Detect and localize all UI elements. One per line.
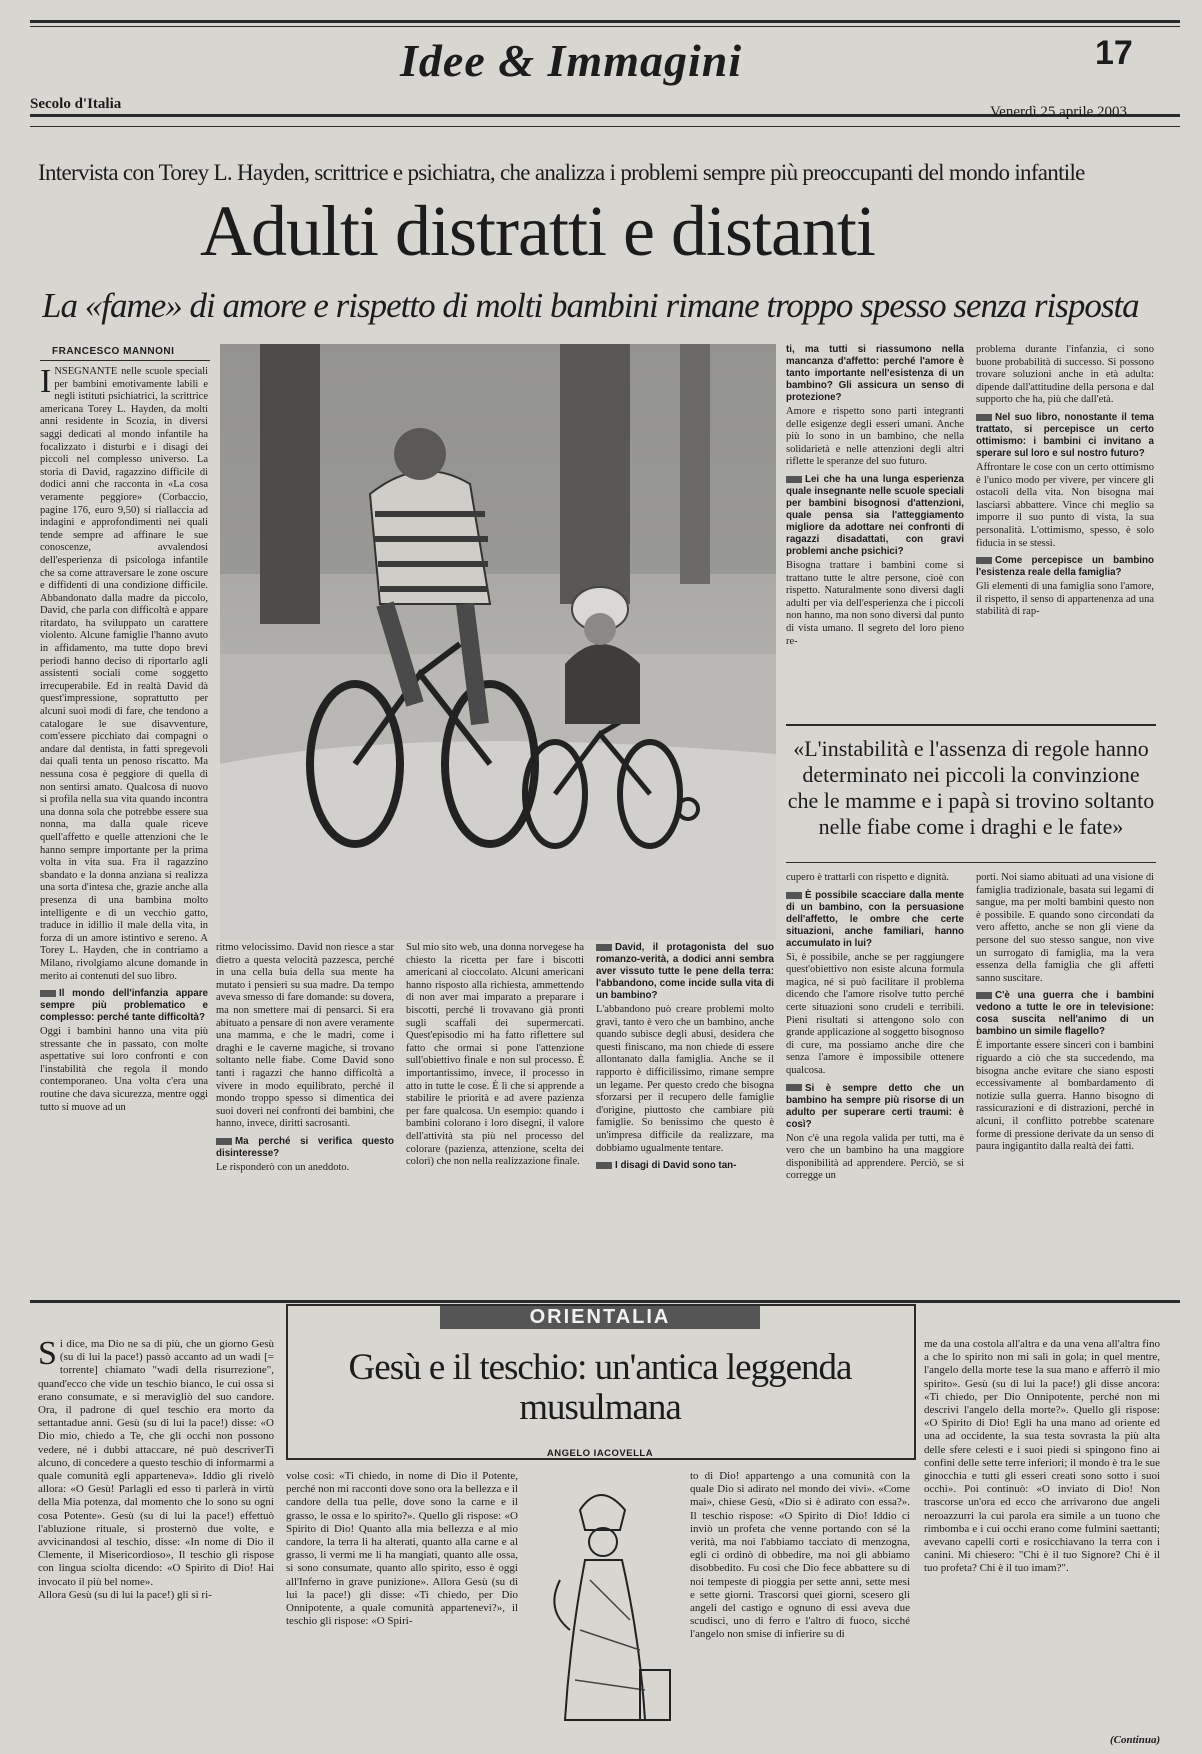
pull-quote: «L'instabilità e l'assenza di regole hanno determinato nei piccoli la convinzione che le mamme e i papà si trovino soltanto nelle fiabe come i draghi e le fate» xyxy=(787,736,1155,839)
interview-question: Lei che ha una lunga esperienza quale insegnante nelle scuole speciali per bambini bisognosi d'attenzioni, quale pensa sia l'atteggiamento migliore da adottare nei confronti di ragazzi disadattati, con gravi problemi anche psichici? xyxy=(786,473,964,557)
interview-answer: È importante essere sinceri con i bambini riguardo a ciò che sta succedendo, ma bisogna anche evitare che siano esposti eccessivamente al bombardamento di notizie sulla guerra. Hanno bisogno di rassicurazioni e di distrazioni, perché in alcuni, il conflitto potrebbe scatenare forme di pressione derivate da un senso di paura ingigantito dalla realtà dei fatti. xyxy=(976,1040,1154,1153)
interview-question: C'è una guerra che i bambini vedono a tutte le ore in televisione: cosa suscita nell'animo di un bambino un simile flagello? xyxy=(976,990,1154,1038)
article-column-4 xyxy=(596,942,774,1272)
article-column-5-top xyxy=(786,344,964,716)
interview-answer: Oggi i bambini hanno una vita più stressante che in passato, con molte aspettative sui loro confronti e con l'instabilità che regola il mondo contemporaneo. Una volta c'era una routine che dava sicurezza, mentre oggi tutto si muove ad un xyxy=(40,1026,208,1113)
masthead-rule-thin xyxy=(30,126,1180,127)
article-column-2 xyxy=(216,942,394,1272)
orientalia-label: ORIENTALIA xyxy=(440,1306,760,1329)
article-headline: Adulti distratti e distanti xyxy=(200,191,875,271)
article-column-3 xyxy=(406,942,584,1272)
interview-question: È possibile scacciare dalla mente di un bambino, con la persuasione dell'affetto, le ombre che certe situazioni, anche familiari, hanno accumulato in lui? xyxy=(786,889,964,949)
pullquote-rule-top xyxy=(786,724,1156,726)
article-text: Sul mio sito web, una donna norvegese ha chiesto la ricetta per fare i biscotti americani al cioccolato. Alcuni americani hanno risposto alla richiesta, ammettendo di non aver mai imparato a preparare i biscotti, perché li trovavano già pronti sugli scaffali dei supermercati. Quest'episodio mi ha fatto riflettere sul fatto che ormai si pone l'attenzione sull'obiettivo finale e non sul processo. È importantissimo, invece, il processo in atto in tutte le cose. È lì che si apprende a stabilire le priorità e ad avere pazienza per fare qualcosa. Un esempio: quando i bambini colorano i loro disegni, il valore dell'attività sta più nel processo del colorare (pazienza, attenzione, scelta dei colori) che non nella realizzazione finale. xyxy=(406,942,584,1168)
orientalia-column-4: me da una costola all'altra e da una vena all'altra fino a che lo spirito non mi salì in gola; in quel mentre, l'angelo della morte tese la sua mano e afferrò il mio spirito». Gesù (su di lui la pace!) gli disse ancora: «Ti chiedo, per Dio Onnipotente, perché non mi descrivi l'angelo della morte?». Quello gli rispose: «O Spirito di Dio! Egli ha una mano ad oriente ed una ad occidente, la sua testa sovrasta la più alta delle sfere celesti e i suoi piedi si spingono fino ai confini delle sette terre inferiori; il mondo è tra le sue ginocchia e tutti gli esseri creati sono sotto i suoi occhi». Poi continuò: «O inviato di Dio! Non trascorse un'ora ed ecco che arrivarono due angeli neroazzurri la cui parola era simile a un tuono che rimbomba e i cui occhi erano come fulmini saettanti; avevano capelli corti e rosicchiavano la terra con i canini. Mi chiesero: "Chi è il tuo Signore? Chi è il tuo profeta? Chi è il tuo imam?". xyxy=(924,1338,1160,1575)
orientalia-byline: ANGELO IACOVELLA xyxy=(546,1448,654,1459)
article-column-5-bottom xyxy=(786,872,964,1272)
interview-question: Nel suo libro, nonostante il tema trattato, si percepisce un certo ottimismo: i bambini ci invitano a sperare sul loro e sul nostro futuro? xyxy=(976,411,1154,459)
interview-answer: Affrontare le cose con un certo ottimismo è l'unico modo per vivere, per vincere gli ostacoli della vita. Non bisogna mai lasciarsi abbattere. Vince chi meglio sa imporre il suo punto di vista, la sua personalità. L'ottimismo, spesso, è solo fiducia in se stessi. xyxy=(976,461,1154,549)
byline-rule xyxy=(40,360,210,361)
article-overline: Intervista con Torey L. Hayden, scrittrice e psichiatra, che analizza i problemi sempre più preoccupanti del mondo infantile xyxy=(38,160,1085,185)
article-text: ritmo velocissimo. David non riesce a star dietro a questa velocità pazzesca, perché in una cella buia della sua mente ha mutato i pensieri su sua madre. Da tempo aveva smesso di fare domande: su dovera, ma non smettere mai di pensarci. Si era abituato a pensare di non avere veramente una mamma, e che le madri, come i draghi e le caverne magiche, si trovano soltanto nelle fiabe. Come David sono tanti i ragazzi che hanno difficoltà a vivere in modo equilibrato, perché il mondo troppo spesso si dimentica dei suoi doveri nei confronti dei bambini, che hanno, invece, diritti sacrosanti. xyxy=(216,942,394,1130)
top-rule xyxy=(30,20,1180,23)
interview-answer: Le risponderò con un aneddoto. xyxy=(216,1161,350,1173)
publication-name: Secolo d'Italia xyxy=(30,96,122,112)
interview-answer: Sì, è possibile, anche se per raggiungere quest'obiettivo non esiste alcuna formula magica, né si può facilitare il problema dicendo che l'amore risolve tutto perché certe situazioni sono crudeli e terribili. Pieni risultati si attengono solo con grande applicazione al soggetto bisognoso di cure, ma possiamo anche dire che senza l'amore è impossibile ottenere qualcosa. xyxy=(786,951,964,1076)
drop-cap: I xyxy=(40,366,52,400)
interview-answer: L'abbandono può creare problemi molto gravi, tanto è vero che un bambino, anche quando subisce degli abusi, desidera che questi finiscano, ma non chiede di essere allontanato dalla famiglia. Anche se il rapporto è difficilissimo, rimane sempre un legame. Per questo credo che bisogna sforzarsi per il recupero delle famiglie d'origine, piuttosto che cambiare più famiglie. So benissimo che questo è un'impresa difficile da realizzare, ma dobbiamo ugualmente tentare. xyxy=(596,1004,774,1154)
interview-question: I disagi di David sono tan- xyxy=(596,1160,774,1172)
orientalia-title: Gesù e il teschio: un'antica leggenda musulmana xyxy=(348,1347,852,1428)
interview-question: Come percepisce un bambino l'esistenza reale della famiglia? xyxy=(976,555,1154,579)
interview-question-continued: ti, ma tutti si riassumono nella mancanza d'affetto: perché l'amore è tanto importante nell'esistenza di un bambino? Gli assicura un senso di protezione? xyxy=(786,344,964,403)
sage-illustration xyxy=(530,1480,680,1740)
interview-answer: cupero è trattarli con rispetto e dignità. xyxy=(786,872,949,883)
section-title: Idee & Immagini xyxy=(400,35,743,86)
interview-question: David, il protagonista del suo romanzo-verità, a dodici anni sembra aver vissuto tutte le pene della terra: l'abbandono, come incide sulla vita di un bambino? xyxy=(596,942,774,1001)
orientalia-column-2: volse così: «Ti chiedo, in nome di Dio il Potente, perché non mi racconti dove sono ora la bellezza e il candore della tua pelle, dove sono la carne e il grasso, le ossa e lo spirito?». Quello gli rispose: «O Spirito di Dio! Quanto alla mia bellezza e al mio candore, la terra li ha alterati, quanto alla carne e al grasso, li vermi me li ha mangiati, quanto alle ossa, si sono consumate, quanto allo spirito, esso è oggi all'Inferno in grave punizione». Allora Gesù (su di lui la pace!) gli disse: «Ti chiedo, per Dio Onnipotente, a quale comunità appartenevi?», il teschio gli rispose: «O Spiri- xyxy=(286,1470,518,1628)
orientalia-col1-end: Allora Gesù (su di lui la pace!) gli si ri- xyxy=(38,1588,212,1601)
interview-question: Ma perché si verifica questo disinteresse? xyxy=(216,1135,394,1159)
interview-answer: Bisogna trattare i bambini come si trattano tutte le altre persone, cioè con rispetto. Naturalmente sono diversi dagli adulti per via dell'esperienza che i piccoli non hanno, ma non sono diversi dal punto di vista umano. Il segreto del loro pieno re- xyxy=(786,559,964,647)
pullquote-rule-bottom xyxy=(786,862,1156,863)
orientalia-column-1: Si dice, ma Dio ne sa di più, che un giorno Gesù (su di lui la pace!) passò accanto ad un wadi [= torrente] chiamato "wadi della risurrezione", quand'ecco che vide un teschio bianco, le cui ossa si erano consumate, e si meravigliò del suo candore. Ora, il padrone di quel teschio era morto da settantadue anni. Gesù (su di lui la pace!) disse: «O Dio mio, chiedo a Te, che gli occhi non possono vedere, né i dubbi attaccare, né può descriverTi alcuno, di concedere a questo teschio di informarmi a quale comunità egli apparteneva». Iddio gli rivelò allora: «O Gesù! Parlagli ed esso ti parlerà in virtù della Mia potenza, dal momento che lo sono su ogni cosa Potente». Gesù (su di lui la pace!) effettuò l'abluzione rituale, si prosternò due volte, e avvicinandosi al teschio, disse: «In nome di Dio il Clemente, il Misericordioso», Il teschio gli rispose con lingua sciolta dicendo: «O Spirito di Dio! Hai invocato il più bel nome». Allora Gesù (su di lui la pace!) gli si ri- xyxy=(38,1338,274,1601)
orientalia-column-3: to di Dio! appartengo a una comunità con la quale Dio si adirato nel mondo dei vivi». «Come mai», chiese Gesù, «Dio si è adirato con essa?». Il teschio rispose: «O Spirito di Dio! Iddio ci inviò un profeta che venne portando con sé la verità, ma noi l'abbiamo tacciato di menzogna, egli ci ordinò di obbedire, ma noi gli abbiamo disobbedito. Fu così che Dio fece abbattere su di noi tempeste di pioggia per sette anni, sette mesi e sette giorni. Trascorsi quei giorni, scesero gli angeli del castigo e ognuno di essi aveva due scudisci, uno di ferro e l'altro di fuoco, sicché l'angelo non smise di infierire su di xyxy=(690,1470,910,1641)
article-intro: NSEGNANTE nelle scuole speciali per bambini emotivamente labili e negli istituti psichiatrici, la scrittrice americana Torey L. Hayden, da molti anni residente in Scozia, in diversi saggi dedicati al mondo infantile ha focalizzato i disturbi e i disagi dei piccoli nel complesso universo. La storia di David, ragazzino difficile di dodici anni che racconta in «La cosa veramente peggiore» (Corbaccio, pagine 176, euro 9,50) si riallaccia ad indagini e approfondimenti nei quali tende sempre ad affinare le sue conoscenze, avvalendosi dell'esperienza di psicologa infantile che sa come attraversare le zone oscure e diffidenti di una condizione difficile. Abbandonato dalla madre da piccolo, David, che parla con difficoltà e appare ritardato, ha sviluppato un carattere violento. Alcune famiglie l'hanno avuto in affidamento, ma tutte dopo brevi periodi hanno deciso di riportarlo agli assistenti sociali come soggetto irrecuperabile. Ed in realtà David dà quest'impressione, soprattutto per alcuni suoi modi di fare, che tendono a catalogare le sue disavventure, com'essere picchiato dai compagni o andare dal dentista, in fatti spregevoli dai quali tenta un penoso riscatto. Ma nessuna cosa è peggiore di quella di non sentirsi amato. Qualcosa di nuovo si profila nella sua vita quando incontra una donna sola che potrebbe essere sua nonna, ma dalla quale riceve quell'affetto e quelle attenzioni che le hanno sempre importante per la prima volta in vita sua. Fra il ragazzino sbandato e la donna anziana si realizza una sorta d'intesa che, grazie anche alla presenza di una bambina molto intelligente e di un vecchio gatto, traduce in idillio il male della vita, in forza di un amore istintivo e sereno. A Torey L. Hayden, che in contriamo a Milano, rivolgiamo alcune domande in merito ai contenuti del suo libro. xyxy=(40,366,208,982)
article-subheadline: La «fame» di amore e rispetto di molti bambini rimane troppo spesso senza risposta xyxy=(42,286,1139,325)
section-divider xyxy=(30,1300,1180,1303)
interview-question: Si è sempre detto che un bambino ha sempre più risorse di un adulto per superare certi traumi: è così? xyxy=(786,1082,964,1130)
page-number: 17 xyxy=(1095,34,1133,72)
father-son-bicycle-photo xyxy=(220,344,776,940)
photo-image xyxy=(220,344,776,940)
interview-question: Il mondo dell'infanzia appare sempre più problematico e complesso: perché tante difficoltà? xyxy=(40,988,208,1024)
issue-date: Venerdì 25 aprile 2003 xyxy=(990,104,1128,120)
article-column-6-top xyxy=(976,344,1154,716)
continue-label: (Continua) xyxy=(1110,1734,1161,1746)
top-rule-thin xyxy=(30,26,1180,27)
sage-drawing xyxy=(530,1480,680,1740)
drop-cap: S xyxy=(38,1338,57,1372)
interview-answer: Gli elementi di una famiglia sono l'amore, il rispetto, il senso di appartenenza ad una stabilità di rap- xyxy=(976,581,1154,618)
interview-answer: Amore e rispetto sono parti integranti delle esigenze degli esseri umani. Anche più lo sono in un bambino, che nella solidarietà e nelle attenzioni degli altri riflette le speranze del suo futuro. xyxy=(786,406,964,468)
interview-answer: problema durante l'infanzia, ci sono buone probabilità di successo. Si possono trovare soluzioni anche in età adulta: dipende dall'attitudine della persona e dal supporto che ha, più che dall'età. xyxy=(976,344,1154,406)
interview-answer: Non c'è una regola valida per tutti, ma è vero che un bambino ha una maggiore disponibilità ad apprendere. Perciò, se si corregge un xyxy=(786,1132,964,1182)
article-byline: FRANCESCO MANNONI xyxy=(52,346,175,357)
interview-answer: porti. Noi siamo abituati ad una visione di famiglia tradizionale, basata sui legami di sangue, ma per molti bambini questo non è possibile. E quando sono circondati da vero affetto, anche se non gli viene da persone del suo stesso sangue, non vive un surrogato di famiglia, ma la vera essenza della famiglia che gli affetti sanno suscitare. xyxy=(976,872,1154,984)
article-column-6-bottom xyxy=(976,872,1154,1272)
article-column-1 xyxy=(40,366,208,1296)
